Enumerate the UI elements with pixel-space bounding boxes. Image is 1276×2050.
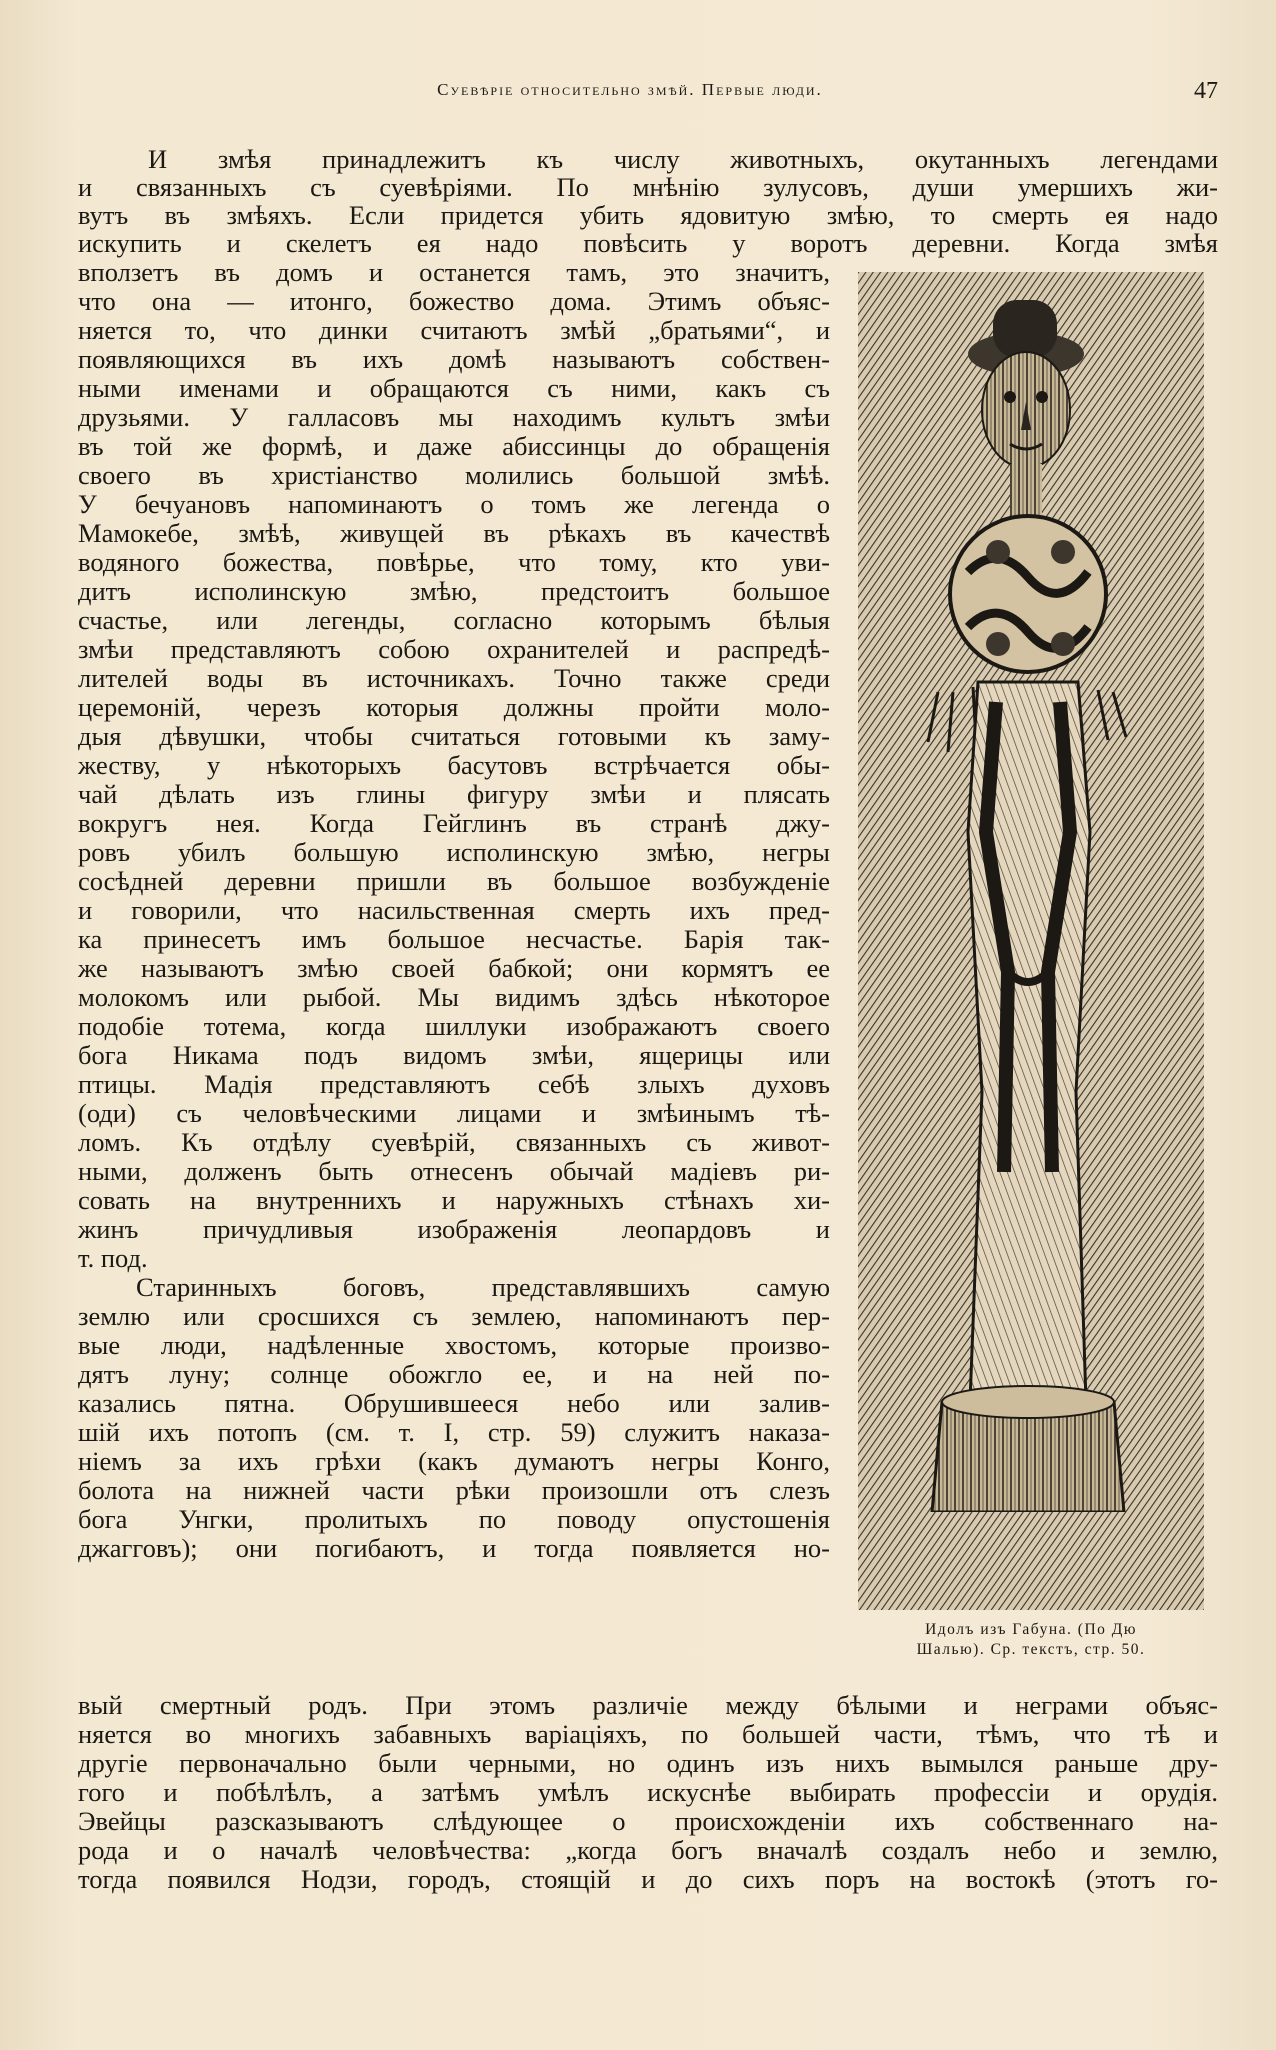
- text-line: т. под.: [78, 1243, 148, 1273]
- text-line: водяного божества, повѣрье, что тому, кто уви-: [78, 547, 830, 577]
- text-line: жинъ причудливыя изображенія леопардовъ и: [78, 1214, 830, 1244]
- idol-illustration: [858, 272, 1204, 1610]
- page-header: [0, 78, 1276, 108]
- text-line: другіе первоначально были черными, но одинъ изъ нихъ вымылся раньше дру-: [78, 1748, 1218, 1778]
- text-line: рода и о началѣ человѣчества: „когда богъ вначалѣ создалъ небо и землю,: [78, 1835, 1218, 1865]
- running-head: Суевѣріе относительно змѣй. Первые люди.: [437, 80, 823, 99]
- text-line: въ той же формѣ, и даже абиссинцы до обращенія: [78, 431, 830, 461]
- text-line: Старинныхъ боговъ, представлявшихъ самую: [136, 1272, 830, 1302]
- caption-line: Идолъ изъ Габуна. (По Дю: [925, 1621, 1137, 1638]
- text-line: бога Никама подъ видомъ змѣи, ящерицы или: [78, 1040, 830, 1070]
- caption-line: Шалью). Ср. текстъ, стр. 50.: [916, 1641, 1146, 1658]
- text-line: птицы. Мадія представляютъ себѣ злыхъ духовъ: [78, 1069, 830, 1099]
- text-line: что она — итонго, божество дома. Этимъ объяс-: [78, 286, 830, 316]
- text-line: совать на внутреннихъ и наружныхъ стѣнахъ хи-: [78, 1185, 830, 1215]
- text-line: няется во многихъ забавныхъ варіаціяхъ, по большей части, тѣмъ, что тѣ и: [78, 1719, 1218, 1749]
- text-line: ка принесетъ имъ большое несчастье. Барія так-: [78, 924, 830, 954]
- text-line: казались пятна. Обрушившееся небо или залив-: [78, 1388, 830, 1418]
- text-line: шій ихъ потопъ (см. т. I, стр. 59) служитъ наказа-: [78, 1417, 830, 1447]
- text-line: ными, долженъ быть отнесенъ обычай мадіевъ ри-: [78, 1156, 830, 1186]
- text-line: лителей воды въ источникахъ. Точно также среди: [78, 663, 830, 693]
- text-line: И змѣя принадлежитъ къ числу животныхъ, окутанныхъ легендами: [148, 144, 1218, 174]
- text-line: чай дѣлать изъ глины фигуру змѣи и плясать: [78, 779, 830, 809]
- text-line: друзьями. У галласовъ мы находимъ культъ змѣи: [78, 402, 830, 432]
- text-line: церемоній, черезъ которыя должны пройти моло-: [78, 692, 830, 722]
- text-line: появляющихся въ ихъ домѣ называютъ собствен-: [78, 344, 830, 374]
- text-line: вокругъ нея. Когда Гейглинъ въ странѣ джу-: [78, 808, 830, 838]
- text-line: дыя дѣвушки, чтобы считаться готовыми къ заму-: [78, 721, 830, 751]
- text-line: Мамокебе, змѣѣ, живущей въ рѣкахъ въ качествѣ: [78, 518, 830, 548]
- figure-caption: [858, 1620, 1204, 1660]
- text-line: и говорили, что насильственная смерть ихъ пред-: [78, 895, 830, 925]
- text-line: вый смертный родъ. При этомъ различіе между бѣлыми и неграми объяс-: [78, 1690, 1218, 1720]
- text-line: ровъ убилъ большую исполинскую змѣю, негры: [78, 837, 830, 867]
- text-line: подобіе тотема, когда шиллуки изображаютъ своего: [78, 1011, 830, 1041]
- text-line: У бечуановъ напоминаютъ о томъ же легенда о: [78, 489, 830, 519]
- text-line: змѣи представляютъ собою охранителей и распредѣ-: [78, 634, 830, 664]
- page-number: 47: [1194, 78, 1218, 104]
- text-line: счастье, или легенды, согласно которымъ бѣлыя: [78, 605, 830, 635]
- text-line: ными именами и обращаются съ ними, какъ съ: [78, 373, 830, 403]
- text-line: же называютъ змѣю своей бабкой; они кормятъ ее: [78, 953, 830, 983]
- text-line: (оди) съ человѣческими лицами и змѣинымъ тѣ-: [78, 1098, 830, 1128]
- text-line: джагговъ); они погибаютъ, и тогда появляется но-: [78, 1533, 830, 1563]
- text-line: ломъ. Къ отдѣлу суевѣрій, связанныхъ съ живот-: [78, 1127, 830, 1157]
- text-line: землю или сросшихся съ землею, напоминаютъ пер-: [78, 1301, 830, 1331]
- text-line: своего въ христіанство молились большой змѣѣ.: [78, 460, 830, 490]
- text-line: вые люди, надѣленные хвостомъ, которые произво-: [78, 1330, 830, 1360]
- text-line: жеству, у нѣкоторыхъ басутовъ встрѣчается обы-: [78, 750, 830, 780]
- text-line: няется то, что динки считаютъ змѣй „братьями“, и: [78, 315, 830, 345]
- text-line: болота на нижней части рѣки произошли отъ слезъ: [78, 1475, 830, 1505]
- text-line: гого и побѣлѣлъ, а затѣмъ умѣлъ искуснѣе выбирать профессіи и орудія.: [78, 1777, 1218, 1807]
- text-line: Эвейцы разсказываютъ слѣдующее о происхожденіи ихъ собственнаго на-: [78, 1806, 1218, 1836]
- text-line: искупить и скелетъ ея надо повѣсить у воротъ деревни. Когда змѣя: [78, 228, 1218, 258]
- text-line: дятъ луну; солнце обожгло ее, и на ней по-: [78, 1359, 830, 1389]
- text-line: молокомъ или рыбой. Мы видимъ здѣсь нѣкоторое: [78, 982, 830, 1012]
- text-line: вутъ въ змѣяхъ. Если придется убить ядовитую змѣю, то смерть ея надо: [78, 200, 1218, 230]
- text-line: тогда появился Нодзи, городъ, стоящій и до сихъ поръ на востокѣ (этотъ го-: [78, 1864, 1218, 1894]
- text-line: вползетъ въ домъ и останется тамъ, это значитъ,: [78, 257, 830, 287]
- text-line: и связанныхъ съ суевѣріями. По мнѣнію зулусовъ, души умершихъ жи-: [78, 172, 1218, 202]
- text-line: бога Унгки, пролитыхъ по поводу опустошенія: [78, 1504, 830, 1534]
- text-line: ніемъ за ихъ грѣхи (какъ думаютъ негры Конго,: [78, 1446, 830, 1476]
- text-line: сосѣдней деревни пришли въ большое возбужденіе: [78, 866, 830, 896]
- text-line: дитъ исполинскую змѣю, предстоитъ большое: [78, 576, 830, 606]
